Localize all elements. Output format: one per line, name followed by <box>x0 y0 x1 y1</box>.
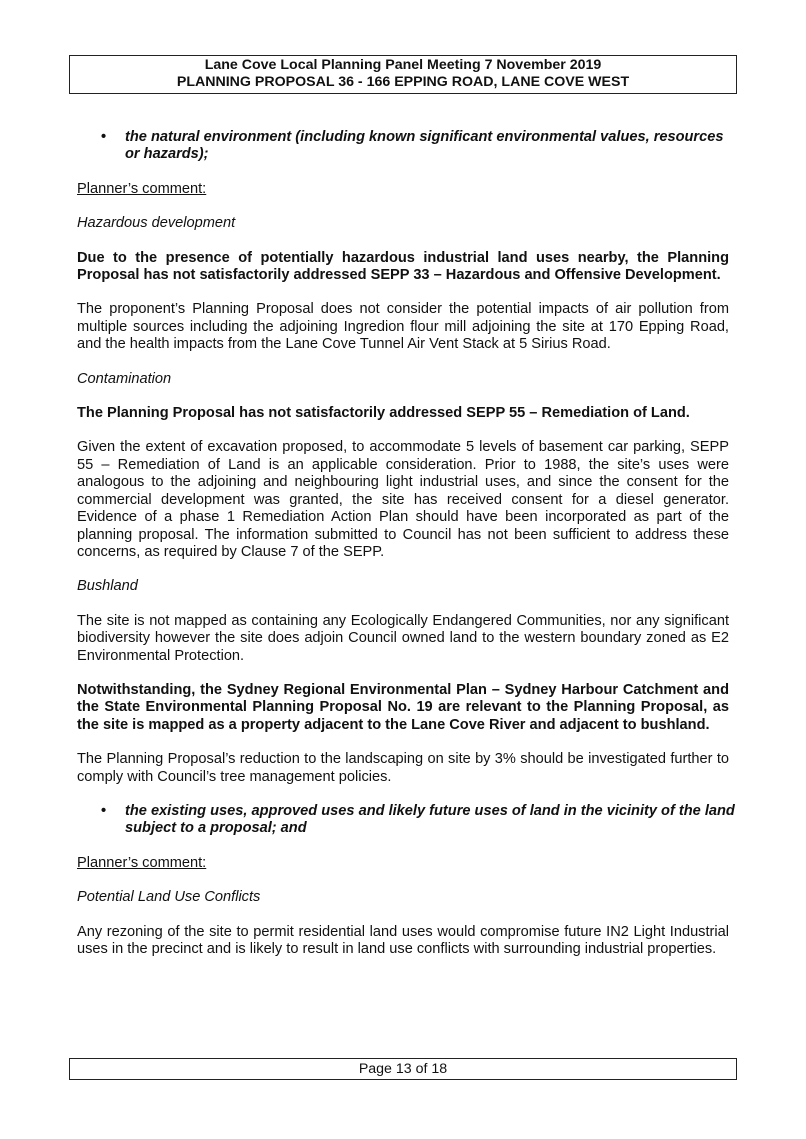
hazardous-finding: Due to the presence of potentially hazardous industrial land uses nearby, the Planning Proposal has not satisfactorily addressed SEPP 33 – Hazardous and Offensive Development. <box>77 249 729 284</box>
bushland-finding: Notwithstanding, the Sydney Regional Environmental Plan – Sydney Harbour Catchment and the State Environmental Planning Proposal No. 19 are relevant to the Planning Proposal, as the site is mapped as a property adjacent to the Lane Cove River and adjacent to bushland. <box>77 681 729 733</box>
page-footer <box>69 1058 737 1080</box>
bullet-icon: • <box>101 802 107 819</box>
heading-hazardous-development: Hazardous development <box>77 215 236 232</box>
document-body <box>77 129 735 958</box>
page-header <box>69 55 737 94</box>
meeting-title: Lane Cove Local Planning Panel Meeting 7 November 2019 <box>204 57 602 73</box>
contamination-finding: The Planning Proposal has not satisfactorily addressed SEPP 55 – Remediation of Land. <box>77 405 690 422</box>
contamination-paragraph: Given the extent of excavation proposed, to accommodate 5 levels of basement car parking, SEPP 55 – Remediation of Land is an applicable consideration. Prior to 1988, the site’s uses were analogous to the adjoining and neighbouring light industrial uses, and since the consent for the commercial development was granted, the site has received consent for a diesel generator. Evidence of a phase 1 Remediation Action Plan should have been incorporated as part of the planning proposal. The information submitted to Council has not been sufficient to address these concerns, as required by Clause 7 of the SEPP. <box>77 439 729 560</box>
page-number: Page 13 of 18 <box>358 1061 448 1077</box>
hazardous-paragraph: The proponent’s Planning Proposal does not consider the potential impacts of air pollution from multiple sources including the adjoining Ingredion flour mill adjoining the site at 170 Epping Road, and the health impacts from the Lane Cove Tunnel Air Vent Stack at 5 Sirius Road. <box>77 301 729 353</box>
heading-land-use-conflicts: Potential Land Use Conflicts <box>77 889 261 906</box>
bushland-paragraph: The site is not mapped as containing any Ecologically Endangered Communities, nor any significant biodiversity however the site does adjoin Council owned land to the western boundary zoned as E2 Environmental Protection. <box>77 612 729 664</box>
planners-comment-label: Planner’s comment: <box>77 854 207 871</box>
heading-bushland: Bushland <box>77 578 138 595</box>
landscaping-paragraph: The Planning Proposal’s reduction to the landscaping on site by 3% should be investigated further to comply with Council’s tree management policies. <box>77 751 729 785</box>
planners-comment-label: Planner’s comment: <box>77 180 207 197</box>
heading-contamination: Contamination <box>77 370 172 387</box>
conflicts-paragraph: Any rezoning of the site to permit residential land uses would compromise future IN2 Light Industrial uses in the precinct and is likely to result in land use conflicts with surrounding industrial properties. <box>77 923 729 957</box>
bullet-existing-uses: • the existing uses, approved uses and likely future uses of land in the vicinity of the land subject to a proposal; and <box>101 802 735 837</box>
proposal-title: PLANNING PROPOSAL 36 - 166 EPPING ROAD, LANE COVE WEST <box>176 74 630 90</box>
bullet-natural-environment: • the natural environment (including known significant environmental values, resources or hazards); <box>101 129 724 163</box>
bullet-icon: • <box>101 129 107 145</box>
